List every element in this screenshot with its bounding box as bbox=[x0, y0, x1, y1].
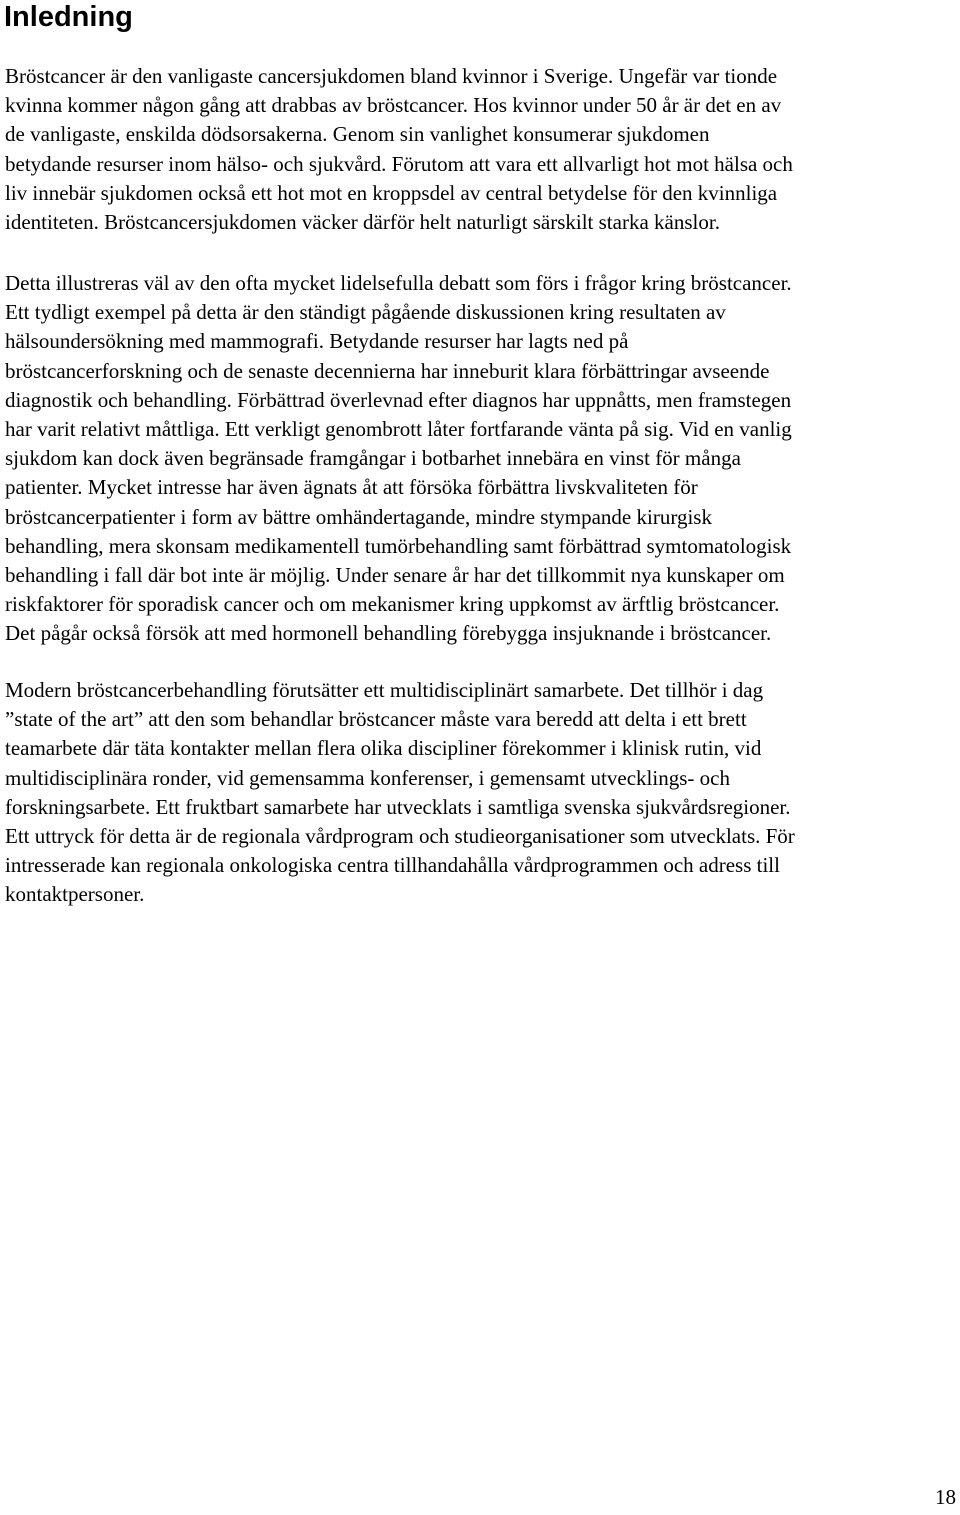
paragraph-2 bbox=[5, 269, 957, 649]
paragraph-3 bbox=[5, 676, 957, 910]
paragraph-line: Bröstcancer är den vanligaste cancersjukdomen bland kvinnor i Sverige. Ungefär var tionde bbox=[5, 64, 778, 88]
paragraph-line: kvinna kommer någon gång att drabbas av bröstcancer. Hos kvinnor under 50 år är det en av bbox=[5, 93, 782, 118]
page-number: 18 bbox=[935, 1485, 956, 1509]
paragraph-line: de vanligaste, enskilda dödsorsakerna. Genom sin vanlighet konsumerar sjukdomen bbox=[5, 122, 710, 147]
paragraph-line: behandling, mera skonsam medikamentell tumörbehandling samt förbättrad symtomatologisk bbox=[5, 533, 792, 558]
paragraph-line: behandling i fall där bot inte är möjlig. Under senare år har det tillkommit nya kunskaper om bbox=[5, 563, 785, 588]
paragraph-line: teamarbete där täta kontakter mellan flera olika discipliner förekommer i klinisk rutin, vid bbox=[5, 736, 762, 761]
paragraph-1 bbox=[5, 62, 957, 237]
paragraph-line: hälsoundersökning med mammografi. Betydande resurser har lagts ned på bbox=[5, 329, 629, 354]
paragraph-line: liv innebär sjukdomen också ett hot mot en kroppsdel av central betydelse för den kvinnliga bbox=[5, 180, 778, 205]
paragraph-line: kontaktpersoner. bbox=[5, 882, 145, 907]
paragraph-line: Modern bröstcancerbehandling förutsätter ett multidisciplinärt samarbete. Det tillhör i dag bbox=[5, 678, 764, 702]
paragraph-line: diagnostik och behandling. Förbättrad överlevnad efter diagnos har uppnåtts, men framstegen bbox=[5, 387, 792, 412]
paragraph-line: forskningsarbete. Ett fruktbart samarbete har utvecklats i samtliga svenska sjukvårdsregioner. bbox=[5, 794, 791, 819]
paragraph-line: Detta illustreras väl av den ofta mycket lidelsefulla debatt som förs i frågor kring bröstcancer. bbox=[5, 271, 792, 295]
paragraph-line: ”state of the art” att den som behandlar bröstcancer måste vara beredd att delta i ett brett bbox=[5, 707, 747, 732]
paragraph-line: bröstcancerpatienter i form av bättre omhändertagande, mindre stympande kirurgisk bbox=[5, 504, 712, 529]
paragraph-line: Ett uttryck för detta är de regionala vårdprogram och studieorganisationer som utvecklats. För bbox=[5, 824, 795, 849]
paragraph-line: identiteten. Bröstcancersjukdomen väcker därför helt naturligt särskilt starka känslor. bbox=[5, 210, 720, 235]
paragraph-line: bröstcancerforskning och de senaste decennierna har inneburit klara förbättringar avseende bbox=[5, 358, 770, 383]
paragraph-line: patienter. Mycket intresse har även ägnats åt att försöka förbättra livskvaliteten för bbox=[5, 475, 698, 500]
paragraph-line: betydande resurser inom hälso- och sjukvård. Förutom att vara ett allvarligt hot mot hälsa och bbox=[5, 151, 793, 176]
paragraph-line: riskfaktorer för sporadisk cancer och om mekanismer kring uppkomst av ärftlig bröstcancer. bbox=[5, 592, 780, 617]
paragraph-line: Det pågår också försök att med hormonell behandling förebygga insjuknande i bröstcancer. bbox=[5, 621, 772, 646]
paragraph-line: har varit relativt måttliga. Ett verkligt genombrott låter fortfarande vänta på sig. Vid en vanlig bbox=[5, 417, 792, 442]
paragraph-line: intresserade kan regionala onkologiska centra tillhandahålla vårdprogrammen och adress till bbox=[5, 853, 780, 878]
paragraph-line: Ett tydligt exempel på detta är den ständigt pågående diskussionen kring resultaten av bbox=[5, 300, 726, 325]
paragraph-line: multidisciplinära ronder, vid gemensamma konferenser, i gemensamt utvecklings- och bbox=[5, 765, 730, 790]
paragraph-line: sjukdom kan dock även begränsade framgångar i botbarhet innebära en vinst för många bbox=[5, 446, 741, 471]
page-heading: Inledning bbox=[4, 1, 133, 33]
